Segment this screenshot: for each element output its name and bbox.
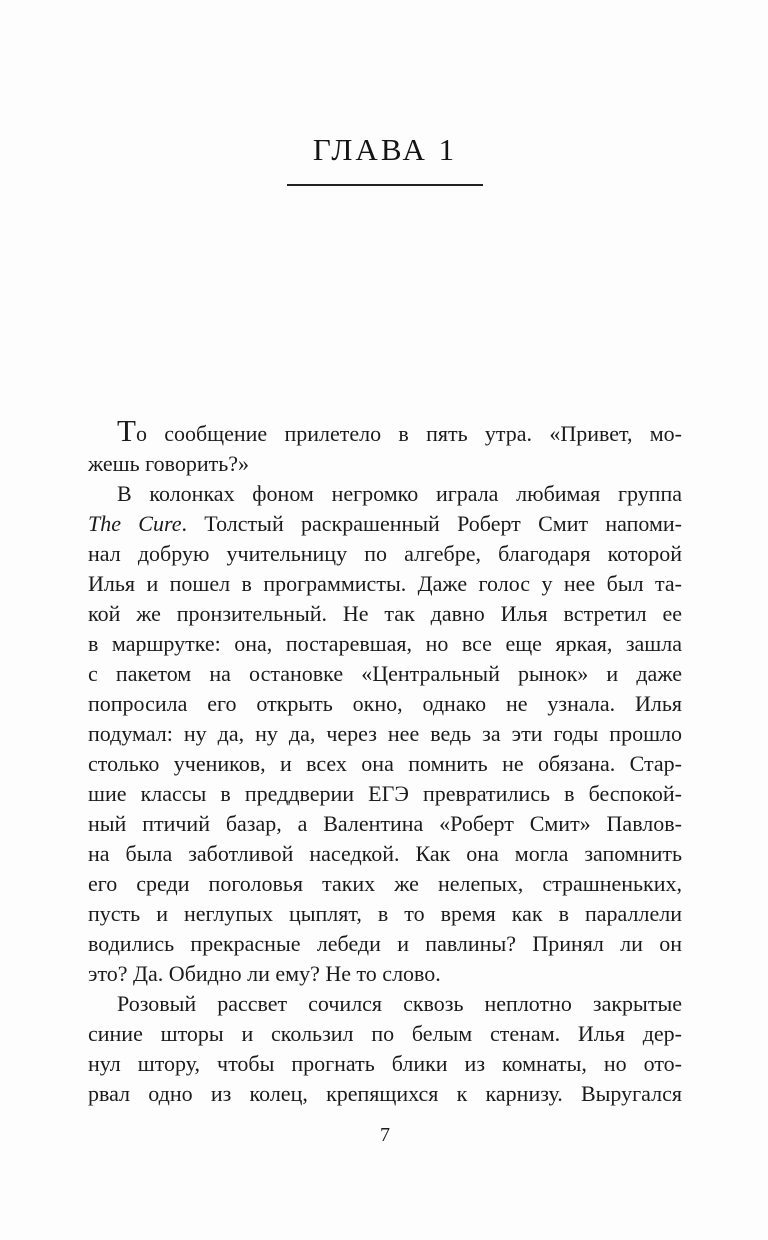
body-line: [88, 1079, 682, 1109]
body-text: синие шторы и скользил по белым стенам. Илья дер-: [88, 1021, 682, 1046]
chapter-heading: [88, 132, 682, 186]
body-line: [88, 869, 682, 899]
body-line: [88, 1019, 682, 1049]
chapter-rule: [287, 184, 483, 186]
paragraph-initial: Т: [117, 413, 136, 448]
body-text: водились прекрасные лебеди и павлины? Принял ли он: [88, 931, 682, 956]
page-footer: [88, 1124, 682, 1147]
body-text: столько учеников, и всех она помнить не обязана. Стар-: [88, 751, 682, 776]
body-text: В колонках фоном негромко играла любимая группа: [117, 481, 682, 506]
body-line: [88, 659, 682, 689]
body-text: нал добрую учительницу по алгебре, благодаря которой: [88, 541, 682, 566]
body-line: [88, 719, 682, 749]
paragraph: [88, 989, 682, 1109]
body-text: с пакетом на остановке «Центральный рынок» и даже: [88, 661, 682, 686]
body-text: попросила его открыть окно, однако не узнала. Илья: [88, 691, 682, 716]
body-line: [88, 959, 682, 989]
body-line: [88, 929, 682, 959]
body-text: нул штору, чтобы прогнать блики из комнаты, но ото-: [88, 1051, 682, 1076]
text-block: [88, 413, 683, 1109]
body-text: Розовый рассвет сочился сквозь неплотно закрытые: [117, 991, 682, 1016]
body-line: [88, 839, 682, 869]
body-text: . Толстый раскрашенный Роберт Смит напоми-: [181, 511, 683, 536]
body-line: [88, 899, 682, 929]
body-text: ный птичий базар, а Валентина «Роберт Смит» Павлов-: [88, 811, 682, 836]
body-line: [88, 1049, 682, 1079]
body-text: его среди поголовья таких же нелепых, страшненьких,: [88, 871, 682, 896]
body-line: [88, 689, 682, 719]
body-line: [88, 629, 682, 659]
body-text: рвал одно из колец, крепящихся к карнизу. Выругался: [88, 1081, 682, 1106]
body-line: [88, 749, 682, 779]
body-text: о сообщение прилетело в пять утра. «Привет, мо-: [135, 421, 682, 446]
body-line: [88, 539, 682, 569]
body-line: [88, 479, 682, 509]
body-line: [88, 989, 682, 1019]
body-text: жешь говорить?»: [88, 451, 250, 476]
body-line: [88, 449, 682, 479]
body-text: пусть и неглупых цыплят, в то время как в параллели: [88, 901, 682, 926]
paragraph: [88, 479, 682, 989]
italic-text: The Cure: [88, 511, 182, 536]
paragraph: [88, 413, 682, 479]
body-text: шие классы в преддверии ЕГЭ превратились в беспокой-: [88, 781, 682, 806]
page-number: 7: [380, 1124, 390, 1146]
body-line: [88, 779, 682, 809]
body-line: [88, 413, 682, 449]
body-text: подумал: ну да, ну да, через нее ведь за эти годы прошло: [88, 721, 682, 746]
body-line: [88, 809, 682, 839]
body-text: в маршрутке: она, постаревшая, но все еще яркая, зашла: [88, 631, 682, 656]
body-text: Илья и пошел в программисты. Даже голос у нее был та-: [88, 571, 682, 596]
body-line: [88, 509, 682, 539]
chapter-title: ГЛАВА 1: [312, 132, 458, 167]
body-line: [88, 569, 682, 599]
body-text: кой же пронзительный. Не так давно Илья встретил ее: [88, 601, 682, 626]
body-text: на была заботливой наседкой. Как она могла запомнить: [88, 841, 682, 866]
body-line: [88, 599, 682, 629]
body-text: это? Да. Обидно ли ему? Не то слово.: [88, 961, 441, 986]
